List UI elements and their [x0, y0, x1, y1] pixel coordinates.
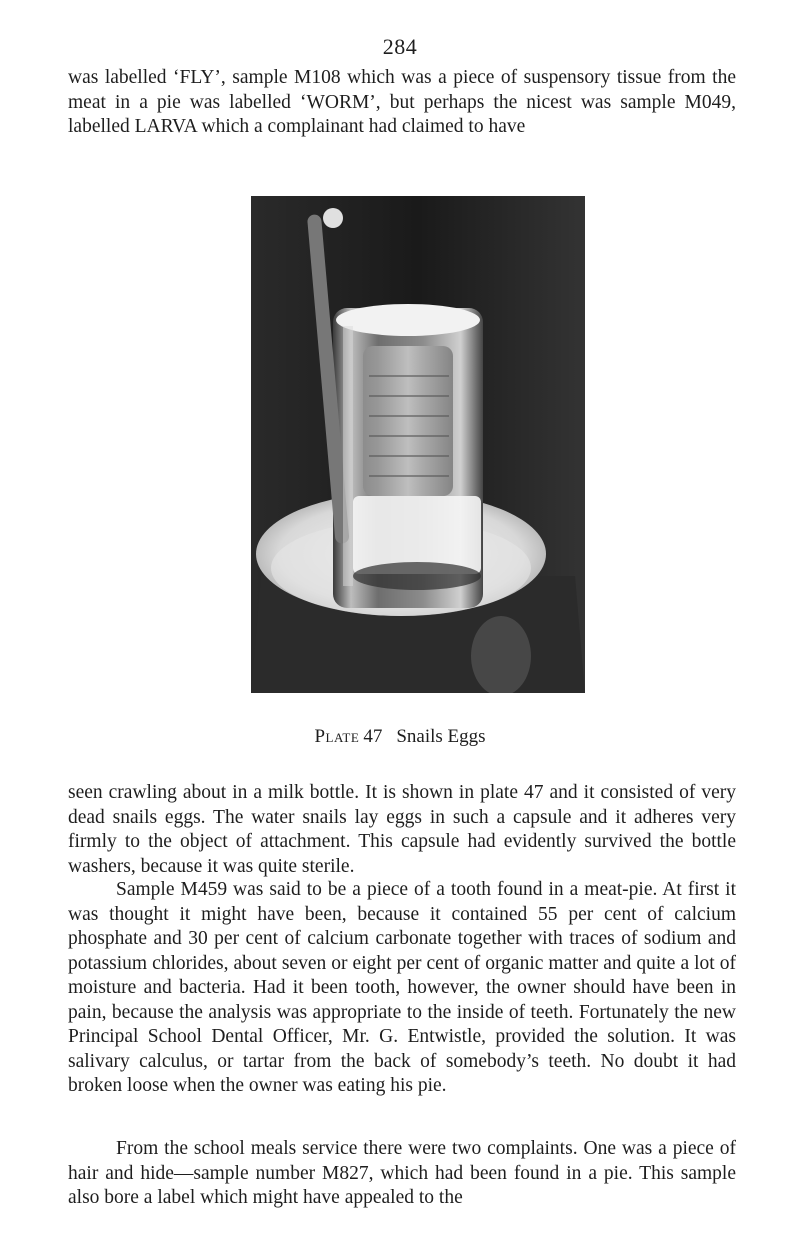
page-number: 284: [382, 34, 418, 59]
plate-photograph: [251, 196, 585, 693]
caption-number: 47: [363, 726, 383, 747]
figure-caption: [0, 726, 800, 748]
paragraph-3: Sample M459 was said to be a piece of a tooth found in a meat-pie. At first it was thought it might have been, because it contained 55 per cent of calcium phosphate and 30 per cent of calcium carbonate together with traces of sodium and potassium chlorides, about seven or eight per cent of organic matter and quite a lot of moisture and bacteria. Had it been tooth, however, the owner should have been in pain, because the analysis was appropriate to the inside of teeth. Fortunately the new Principal School Dental Officer, Mr. G. Entwistle, provided the solution. It was salivary calculus, or tartar from the back of somebody’s teeth. No doubt it had broken loose when the owner was eating his pie.: [68, 879, 736, 1096]
paragraph-2: seen crawling about in a milk bottle. It is shown in plate 47 and it consisted of very dead snails eggs. The water snails lay eggs in such a capsule and it adheres very firmly to the object of attachment. This capsule had evidently survived the bottle washers, because it was quite sterile.: [68, 782, 736, 877]
paragraph-4: From the school meals service there were two complaints. One was a piece of hair and hide—sample number M827, which had been found in a pie. This sample also bore a label which might have appealed to the: [68, 1138, 736, 1208]
caption-title: Snails Eggs: [396, 726, 486, 747]
paragraph-1: was labelled ‘FLY’, sample M108 which was a piece of suspensory tissue from the meat in a pie was labelled ‘WORM’, but perhaps the nicest was sample M049, labelled LARVA which a complainant had claimed to have: [68, 67, 736, 137]
caption-label: Plate: [314, 726, 360, 747]
